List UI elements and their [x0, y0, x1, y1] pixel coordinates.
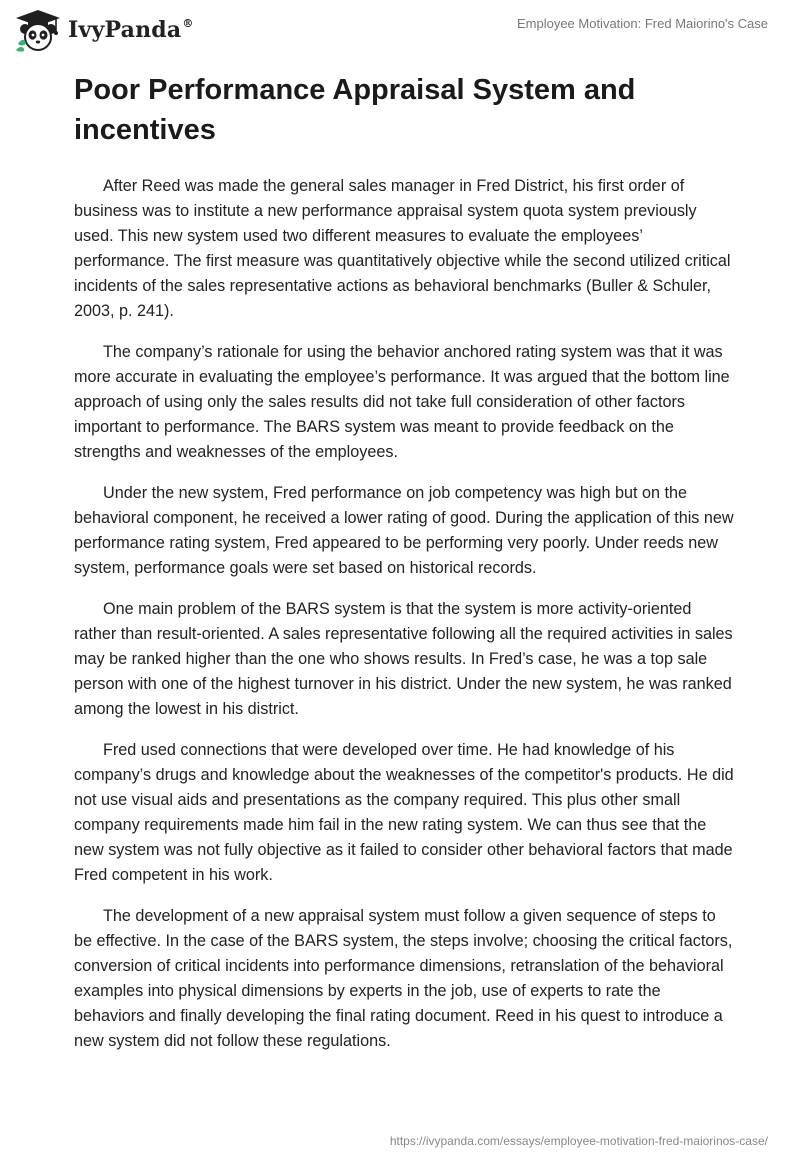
paragraph: After Reed was made the general sales manager in Fred District, his first order of business was to institute a new performance appraisal system quota system previously used. This new system used two different measures to evaluate the employees’ performance. The first measure was quantitatively objective while the second utilized critical incidents of the sales representative actions as behavioral benchmarks (Buller & Schuler, 2003, p. 241).	[74, 177, 731, 320]
brand-name: IvyPanda®	[68, 16, 194, 43]
panda-graduate-icon	[14, 8, 62, 52]
registered-mark: ®	[182, 16, 194, 30]
paragraph: The development of a new appraisal system must follow a given sequence of steps to be effective. In the case of the BARS system, the steps involve; choosing the critical factors, conversion of critical incidents into performance dimensions, retranslation of the behavioral examples into physical dimensions by experts in the job, use of experts to rate the behaviors and finally developing the final rating document. Reed in his quest to introduce a new system did not follow these regulations.	[74, 907, 733, 1050]
paragraph: Under the new system, Fred performance on job competency was high but on the behavioral component, he received a lower rating of good. During the application of this new performance rating system, Fred appeared to be performing very poorly. Under reeds new system, performance goals were set based on historical records.	[74, 484, 734, 577]
source-url[interactable]: https://ivypanda.com/essays/employee-motivation-fred-maiorinos-case/	[389, 1134, 768, 1148]
paragraph: The company’s rationale for using the behavior anchored rating system was that it was more accurate in evaluating the employee’s performance. It was argued that the bottom line approach of using only the sales results did not take full consideration of other factors important to performance. The BARS system was meant to provide feedback on the strengths and weaknesses of the employees.	[74, 343, 730, 461]
article-body	[74, 70, 734, 1070]
page-header	[0, 0, 800, 60]
paragraph: One main problem of the BARS system is that the system is more activity-oriented rather than result-oriented. A sales representative following all the required activities in sales may be ranked higher than the one who shows results. In Fred’s case, he was a top sale person with one of the highest turnover in his district. Under the new system, he was ranked among the lowest in his district.	[74, 600, 733, 718]
section-heading: Poor Performance Appraisal System and incentives	[74, 74, 636, 146]
paragraph: Fred used connections that were developed over time. He had knowledge of his company’s drugs and knowledge about the weaknesses of the competitor's products. He did not use visual aids and presentations as the company required. This plus other small company requirements made him fail in the new rating system. We can thus see that the new system was not fully objective as it failed to consider other behavioral factors that made Fred competent in his work.	[74, 741, 734, 884]
document-title: Employee Motivation: Fred Maiorino's Case	[516, 16, 768, 31]
ivypanda-logo[interactable]	[14, 8, 194, 52]
